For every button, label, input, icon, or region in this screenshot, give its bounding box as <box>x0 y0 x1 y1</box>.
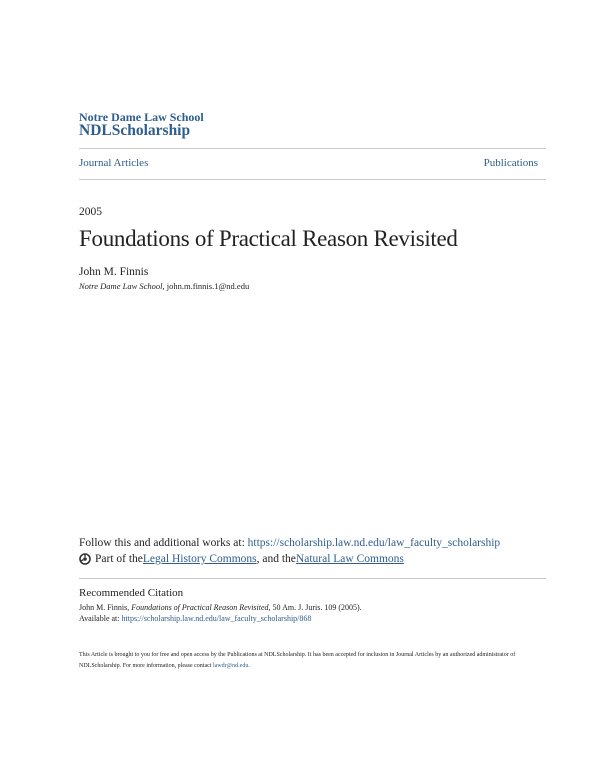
part-of-line <box>79 553 404 565</box>
available-at-label: Available at: <box>79 614 122 623</box>
school-name: Notre Dame Law School <box>79 110 204 124</box>
recommended-citation-heading: Recommended Citation <box>79 587 184 599</box>
article-title: Foundations of Practical Reason Revisited <box>79 226 458 251</box>
citation-line-2 <box>79 613 362 624</box>
bottom-divider <box>79 179 546 180</box>
repository-name[interactable]: NDLScholarship <box>79 122 191 139</box>
notice-text: This Article is brought to you for free and open access by the Publications at NDLScholarship. It has been accepted for inclusion in Journal Articles by an authorized administrator of NDLScholarship. For more information, please contact <box>79 652 516 669</box>
natural-law-commons-link[interactable]: Natural Law Commons <box>295 553 404 565</box>
citation-line-1 <box>79 602 362 613</box>
notice-end: . <box>248 663 250 669</box>
author-affiliation <box>79 281 249 291</box>
publications-link[interactable]: Publications <box>483 157 538 169</box>
citation-divider <box>79 578 546 579</box>
follow-prefix: Follow this and additional works at: <box>79 537 248 549</box>
citation-source: , 50 Am. J. Juris. 109 (2005). <box>268 603 362 612</box>
citation-url-link[interactable]: https://scholarship.law.nd.edu/law_faculty_scholarship/868 <box>121 614 312 623</box>
citation-author: John M. Finnis, <box>79 603 132 612</box>
contact-email-link[interactable]: lawdr@nd.edu <box>212 663 249 669</box>
journal-articles-link[interactable]: Journal Articles <box>79 157 149 169</box>
top-divider <box>79 148 546 149</box>
citation-block <box>79 602 362 624</box>
affiliation-institution: Notre Dame Law School <box>79 281 163 291</box>
citation-title: Foundations of Practical Reason Revisited <box>131 603 269 612</box>
part-of-middle: , and the <box>256 553 296 565</box>
access-notice <box>79 650 529 672</box>
network-icon <box>79 553 91 565</box>
follow-line <box>79 537 500 549</box>
author-name: John M. Finnis <box>79 266 149 278</box>
legal-history-commons-link[interactable]: Legal History Commons <box>142 553 257 565</box>
publication-year: 2005 <box>79 206 102 218</box>
follow-url-link[interactable]: https://scholarship.law.nd.edu/law_faculty_scholarship <box>247 537 501 549</box>
affiliation-email: , john.m.finnis.1@nd.edu <box>162 281 250 291</box>
part-of-prefix: Part of the <box>95 553 143 565</box>
